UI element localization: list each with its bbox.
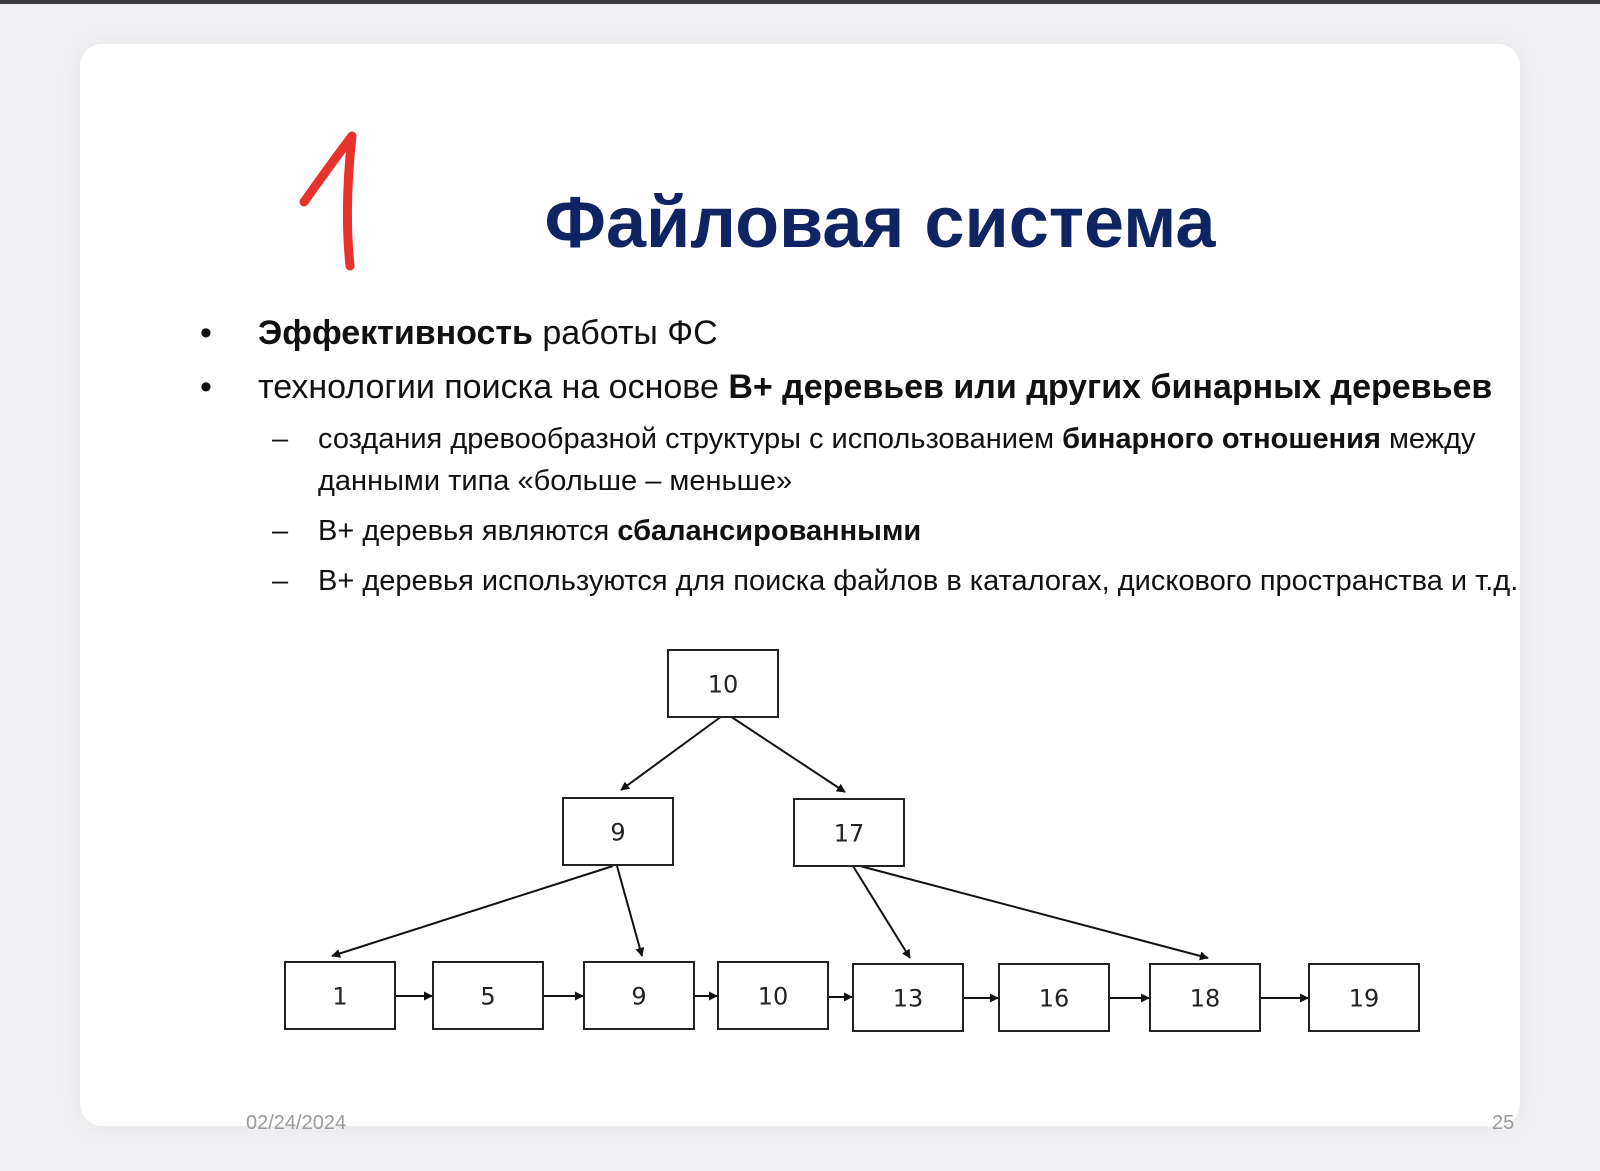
tree-node-label: 17 bbox=[833, 819, 865, 848]
tree-node-leaf-7 bbox=[1309, 964, 1419, 1031]
edge-root-to-17 bbox=[730, 716, 845, 792]
tree-node-label: 9 bbox=[610, 818, 626, 847]
tree-node-label: 10 bbox=[707, 670, 739, 699]
dash-marker: – bbox=[272, 565, 289, 597]
subbullet-item bbox=[272, 510, 1540, 552]
tree-node-l2-1 bbox=[794, 799, 904, 866]
tree-node-label: 19 bbox=[1348, 984, 1380, 1013]
tree-node-root bbox=[668, 650, 778, 717]
bullet-text: технологии поиска на основе bbox=[258, 368, 729, 406]
tree-node-leaf-5 bbox=[999, 964, 1109, 1031]
edge-9-to-1 bbox=[332, 866, 613, 956]
bullet-list bbox=[200, 310, 1540, 610]
tree-node-label: 9 bbox=[631, 982, 647, 1011]
subbullet-item bbox=[272, 560, 1540, 602]
top-bar bbox=[0, 0, 1600, 4]
bullet-marker: • bbox=[200, 368, 212, 406]
tree-nodes bbox=[285, 650, 1419, 1031]
subbullet-text: В+ деревья являются bbox=[318, 515, 618, 547]
subbullet-bold-text: сбалансированными bbox=[617, 515, 922, 547]
tree-node-leaf-0 bbox=[285, 962, 395, 1029]
tree-node-label: 16 bbox=[1038, 984, 1070, 1013]
dash-marker: – bbox=[272, 515, 289, 547]
tree-node-leaf-6 bbox=[1150, 964, 1260, 1031]
edge-9-to-9 bbox=[617, 866, 642, 956]
dash-marker: – bbox=[272, 423, 289, 455]
bullet-item bbox=[200, 310, 1540, 356]
tree-node-leaf-4 bbox=[853, 964, 963, 1031]
slide-date: 02/24/2024 bbox=[246, 1112, 347, 1134]
tree-node-leaf-1 bbox=[433, 962, 543, 1029]
slide-title: Файловая система bbox=[544, 183, 1216, 263]
subbullet-item bbox=[272, 418, 1540, 502]
slide bbox=[80, 44, 1520, 1134]
subbullet-bold-text: бинарного отношения bbox=[1062, 423, 1381, 455]
bullet-bold-text: В+ деревьев или других бинарных деревьев bbox=[728, 368, 1493, 406]
slide-page-number: 25 bbox=[1492, 1112, 1515, 1134]
tree-node-label: 1 bbox=[332, 982, 348, 1011]
edge-root-to-9 bbox=[621, 716, 722, 790]
tree-node-label: 10 bbox=[757, 982, 789, 1011]
subbullet-text: создания древообразной структуры с использованием bbox=[318, 423, 1063, 455]
tree-node-label: 5 bbox=[480, 982, 496, 1011]
edge-17-to-18 bbox=[860, 866, 1208, 958]
bullet-marker: • bbox=[200, 314, 212, 352]
tree-node-l2-0 bbox=[563, 798, 673, 865]
bplus-tree-diagram bbox=[80, 644, 1520, 1064]
tree-node-leaf-2 bbox=[584, 962, 694, 1029]
bullet-item bbox=[200, 364, 1540, 410]
bullet-bold-text: Эффективность bbox=[258, 314, 533, 352]
tree-node-label: 13 bbox=[892, 984, 924, 1013]
edge-17-to-13 bbox=[853, 866, 910, 958]
tree-node-label: 18 bbox=[1189, 984, 1221, 1013]
subbullet-text: между данными типа «больше – меньше» bbox=[318, 423, 1476, 497]
tree-node-leaf-3 bbox=[718, 962, 828, 1029]
bullet-text: работы ФС bbox=[532, 314, 718, 352]
subbullet-text: В+ деревья используются для поиска файлов в каталогах, дискового пространства и т.д. bbox=[318, 565, 1519, 597]
